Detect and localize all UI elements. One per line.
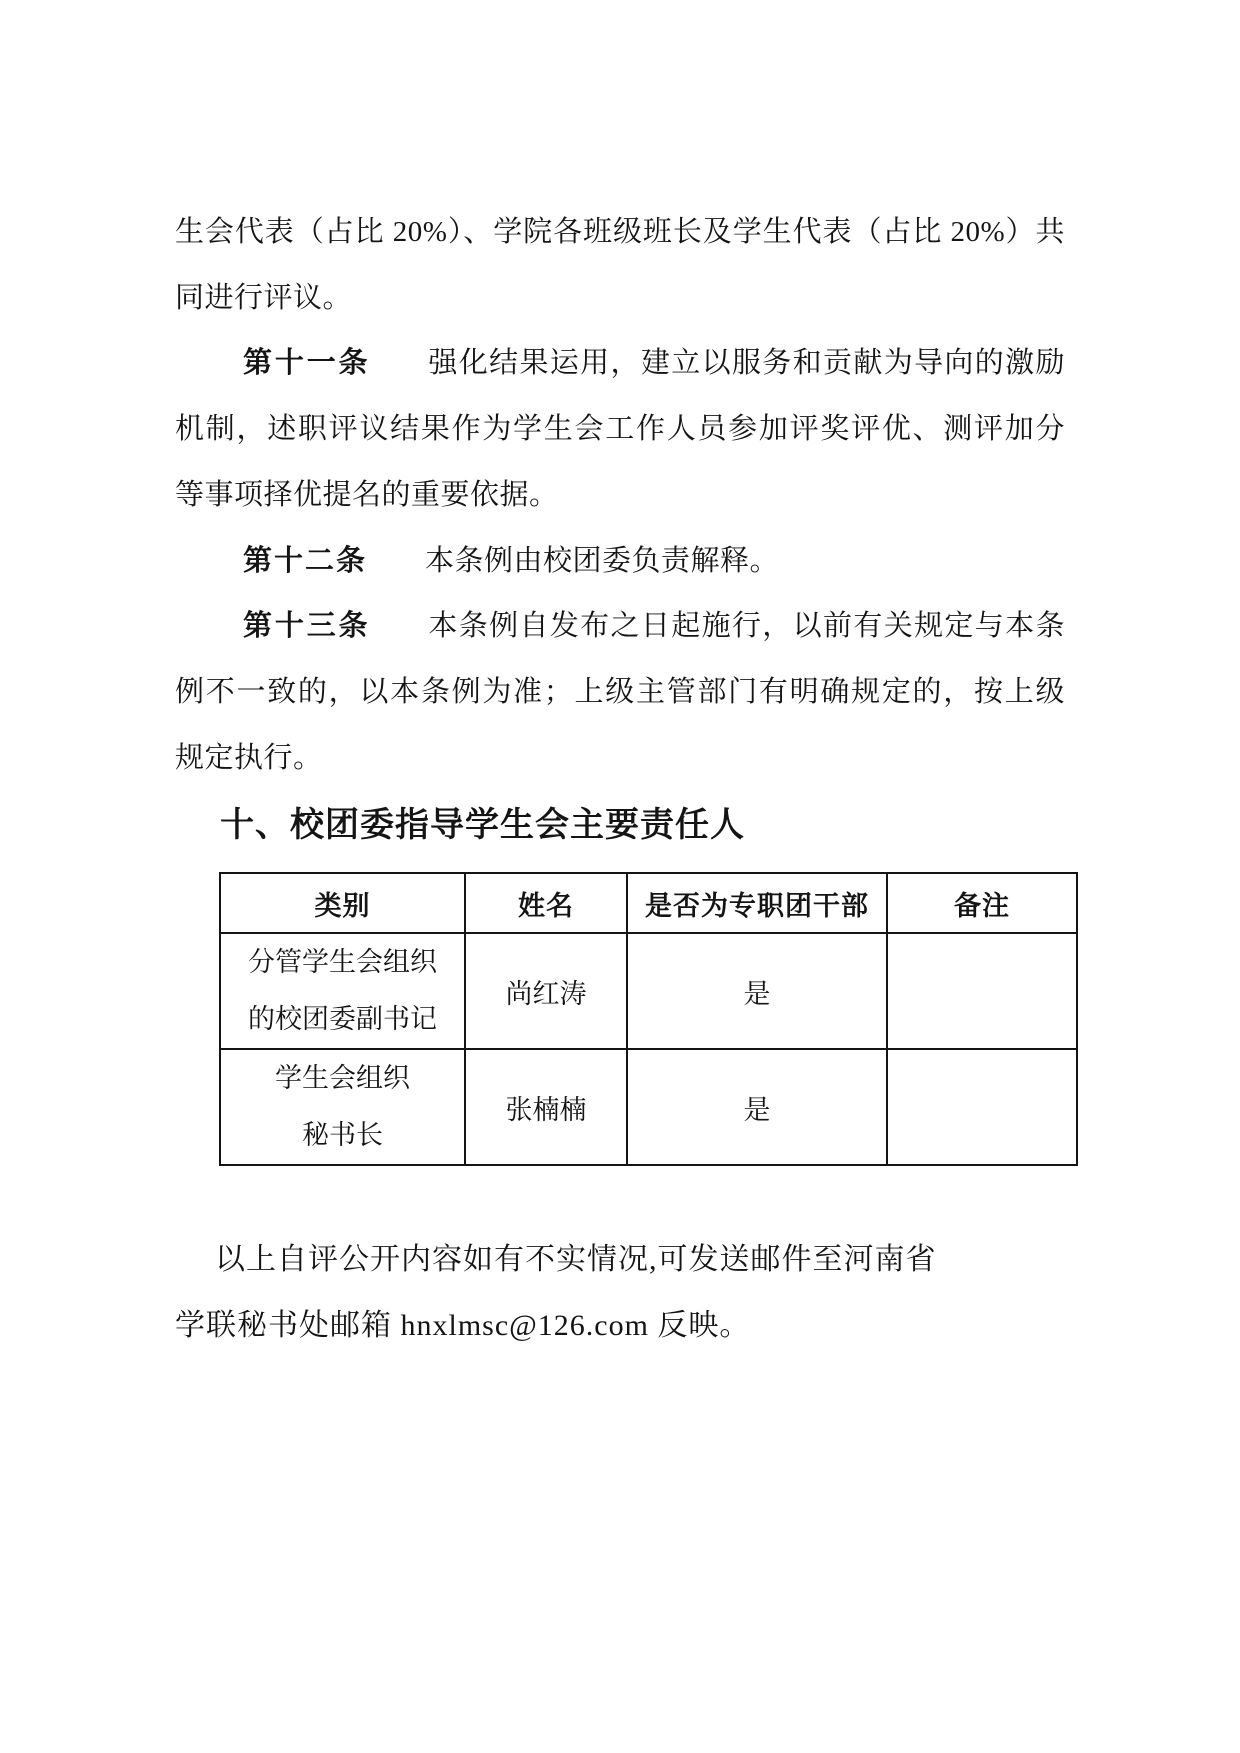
article-number-label: 第十二条 [243,544,368,577]
body-line: 机制，述职评议结果作为学生会工作人员参加评奖评优、测评加分 [175,413,1065,446]
category-line: 的校团委副书记 [248,1004,437,1034]
table-row [220,933,1077,1049]
cell-category [220,1049,465,1165]
cell-name: 张楠楠 [465,1049,627,1165]
body-line: 规定执行。 [175,741,323,774]
header-cadre: 是否为专职团干部 [627,873,887,933]
closing-line: 以上自评公开内容如有不实情况,可发送邮件至河南省 [215,1243,937,1276]
body-text [175,200,1065,791]
article-number-label: 第十一条 [243,347,371,380]
header-name: 姓名 [465,873,627,933]
body-line: 等事项择优提名的重要依据。 [175,478,559,511]
header-remark: 备注 [887,873,1077,933]
body-line: 同进行评议。 [175,281,353,314]
responsible-persons-table [219,872,1078,1166]
category-line: 分管学生会组织 [248,947,437,977]
cell-name: 尚红涛 [465,933,627,1049]
category-line: 秘书长 [302,1120,383,1150]
cell-remark [887,1049,1077,1165]
body-line-article-13 [175,594,1065,660]
closing-line-email: 学联秘书处邮箱 hnxlmsc@126.com 反映。 [175,1309,751,1342]
table-header-row [220,873,1077,933]
header-category: 类别 [220,873,465,933]
cell-category [220,933,465,1049]
cell-cadre: 是 [627,1049,887,1165]
article-text: 本条例由校团委负责解释。 [425,544,780,577]
body-line: 生会代表（占比 20%）、学院各班级班长及学生代表（占比 20%）共 [175,216,1065,248]
article-text: 强化结果运用，建立以服务和贡献为导向的激励 [428,347,1065,380]
category-line: 学生会组织 [275,1063,410,1093]
article-number-label: 第十三条 [243,610,371,643]
body-line: 例不一致的，以本条例为准；上级主管部门有明确规定的，按上级 [175,675,1065,708]
cell-cadre: 是 [627,933,887,1049]
cell-remark [887,933,1077,1049]
body-line-article-12 [175,529,1065,595]
article-text: 本条例自发布之日起施行，以前有关规定与本条 [428,610,1065,643]
closing-paragraph [175,1227,1075,1359]
table-row [220,1049,1077,1165]
section-heading: 十、校团委指导学生会主要责任人 [220,806,745,844]
body-line-article-11 [175,331,1065,397]
